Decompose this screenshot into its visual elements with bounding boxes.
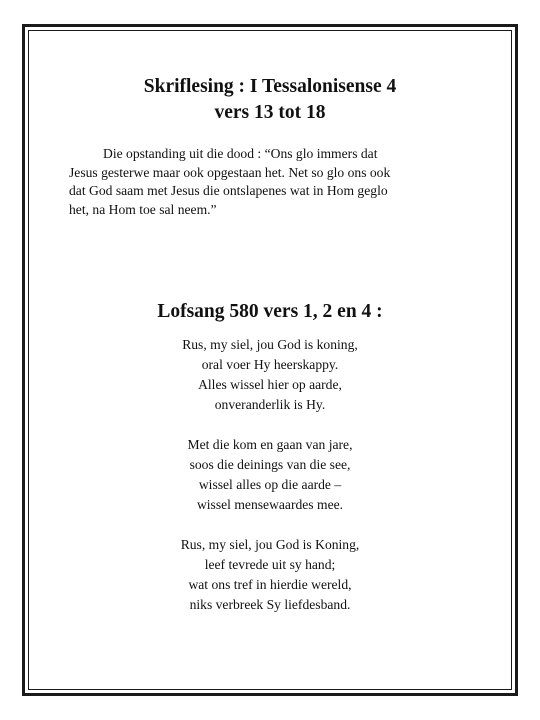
hymn-stanza: [29, 535, 511, 615]
reading-title-line: vers 13 tot 18: [214, 102, 326, 123]
hymn-stanza: [29, 335, 511, 415]
page-border: [22, 24, 518, 696]
stanza-line: oral voer Hy heerskappy.: [201, 357, 339, 372]
stanza-line: wissel mensewaardes mee.: [196, 497, 344, 512]
reading-title: [29, 74, 511, 126]
page-border-inner: [28, 30, 512, 690]
reading-line: Jesus gesterwe maar ook opgestaan het. Net so glo ons ook: [69, 164, 391, 180]
stanza-line: leef tevrede uit sy hand;: [204, 557, 336, 572]
stanza-line: Rus, my siel, jou God is koning,: [182, 337, 358, 352]
stanza-line: Rus, my siel, jou God is Koning,: [180, 537, 360, 552]
stanza-line: niks verbreek Sy liefdesband.: [189, 597, 351, 612]
hymn-stanzas: [29, 335, 511, 635]
hymn-title: Lofsang 580 vers 1, 2 en 4 :: [157, 301, 383, 322]
reading-line: het, na Hom toe sal neem.”: [69, 201, 217, 217]
stanza-line: wat ons tref in hierdie wereld,: [188, 577, 352, 592]
reading-line: Die opstanding uit die dood : “Ons glo immers dat: [103, 146, 378, 161]
reading-text: [69, 145, 489, 219]
reading-line: dat God saam met Jesus die ontslapenes wat in Hom geglo: [69, 183, 388, 198]
stanza-line: soos die deinings van die see,: [189, 457, 351, 472]
stanza-line: onveranderlik is Hy.: [214, 397, 326, 412]
hymn-stanza: [29, 435, 511, 515]
reading-title-line: Skriflesing : I Tessalonisense 4: [143, 76, 397, 97]
stanza-line: Met die kom en gaan van jare,: [187, 437, 353, 452]
stanza-line: wissel alles op die aarde –: [198, 477, 342, 492]
stanza-line: Alles wissel hier op aarde,: [198, 377, 342, 392]
